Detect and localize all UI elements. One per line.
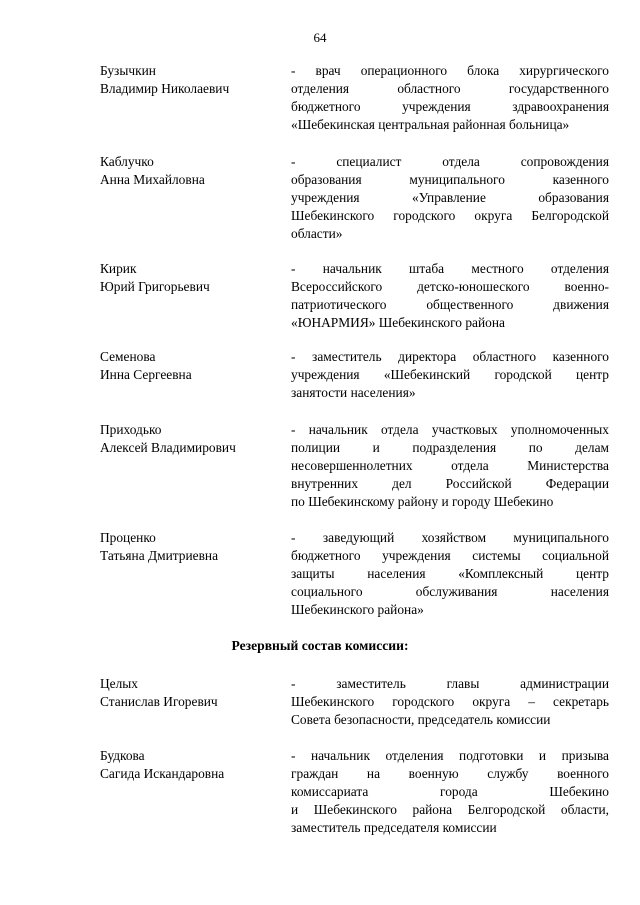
member-role xyxy=(291,747,609,837)
member-surname: Семенова xyxy=(100,349,156,364)
role-line: - начальник отдела участковых уполномоченных xyxy=(291,422,609,437)
role-line: Шебекинского городского округа Белгородской xyxy=(291,208,609,223)
member-given-names: Сагида Искандаровна xyxy=(100,766,225,781)
member-surname: Бузычкин xyxy=(100,63,156,78)
role-line: области» xyxy=(291,226,343,241)
role-line: отделения областного государственного xyxy=(291,81,609,96)
role-line: Совета безопасности, председатель комиссии xyxy=(291,712,551,727)
role-line: внутренних дел Российской Федерации xyxy=(291,476,609,491)
member-name xyxy=(100,747,280,783)
member-surname: Проценко xyxy=(100,530,156,545)
role-line: - заместитель директора областного казенного xyxy=(291,349,609,364)
member-name xyxy=(100,153,280,189)
member-role xyxy=(291,62,609,134)
role-line: - заместитель главы администрации xyxy=(291,676,609,691)
role-line: учреждения «Шебекинский городской центр xyxy=(291,367,609,382)
member-name xyxy=(100,260,280,296)
role-line: заместитель председателя комиссии xyxy=(291,820,497,835)
member-surname: Будкова xyxy=(100,748,145,763)
role-line: - врач операционного блока хирургического xyxy=(291,63,609,78)
role-line: защиты населения «Комплексный центр xyxy=(291,566,609,581)
member-given-names: Владимир Николаевич xyxy=(100,81,230,96)
member-name xyxy=(100,529,280,565)
role-line: «Шебекинская центральная районная больница» xyxy=(291,117,570,132)
member-role xyxy=(291,421,609,511)
member-given-names: Инна Сергеевна xyxy=(100,367,192,382)
page-number: 64 xyxy=(313,30,327,45)
member-role xyxy=(291,675,609,729)
role-line: Шебекинского городского округа – секретарь xyxy=(291,694,609,709)
role-line: несовершеннолетних отдела Министерства xyxy=(291,458,609,473)
role-line: Всероссийского детско-юношеского военно- xyxy=(291,279,609,294)
role-line: - специалист отдела сопровождения xyxy=(291,154,609,169)
role-line: учреждения «Управление образования xyxy=(291,190,609,205)
role-line: занятости населения» xyxy=(291,385,416,400)
role-line: социального обслуживания населения xyxy=(291,584,609,599)
member-surname: Каблучко xyxy=(100,154,154,169)
role-line: по Шебекинскому району и городу Шебекино xyxy=(291,494,554,509)
member-surname: Целых xyxy=(100,676,138,691)
role-line: и Шебекинского района Белгородской области, xyxy=(291,802,609,817)
reserve-section-title: Резервный состав комиссии: xyxy=(231,638,409,653)
role-line: полиции и подразделения по делам xyxy=(291,440,609,455)
member-role xyxy=(291,529,609,619)
role-line: бюджетного учреждения здравоохранения xyxy=(291,99,609,114)
role-line: бюджетного учреждения системы социальной xyxy=(291,548,609,563)
member-role xyxy=(291,260,609,332)
role-line: патриотического общественного движения xyxy=(291,297,609,312)
role-line: - начальник отделения подготовки и призыва xyxy=(291,748,609,763)
member-surname: Приходько xyxy=(100,422,162,437)
member-given-names: Станислав Игоревич xyxy=(100,694,218,709)
member-given-names: Татьяна Дмитриевна xyxy=(100,548,219,563)
role-line: Шебекинского района» xyxy=(291,602,424,617)
role-line: - начальник штаба местного отделения xyxy=(291,261,609,276)
member-name xyxy=(100,421,280,457)
member-name xyxy=(100,675,280,711)
member-surname: Кирик xyxy=(100,261,137,276)
role-line: образования муниципального казенного xyxy=(291,172,609,187)
member-name xyxy=(100,348,280,384)
role-line: граждан на военную службу военного xyxy=(291,766,609,781)
role-line: «ЮНАРМИЯ» Шебекинского района xyxy=(291,315,505,330)
member-given-names: Анна Михайловна xyxy=(100,172,205,187)
member-given-names: Алексей Владимирович xyxy=(100,440,236,455)
member-role xyxy=(291,153,609,243)
member-given-names: Юрий Григорьевич xyxy=(100,279,210,294)
role-line: комиссариата города Шебекино xyxy=(291,784,609,799)
member-name xyxy=(100,62,280,98)
role-line: - заведующий хозяйством муниципального xyxy=(291,530,609,545)
member-role xyxy=(291,348,609,402)
